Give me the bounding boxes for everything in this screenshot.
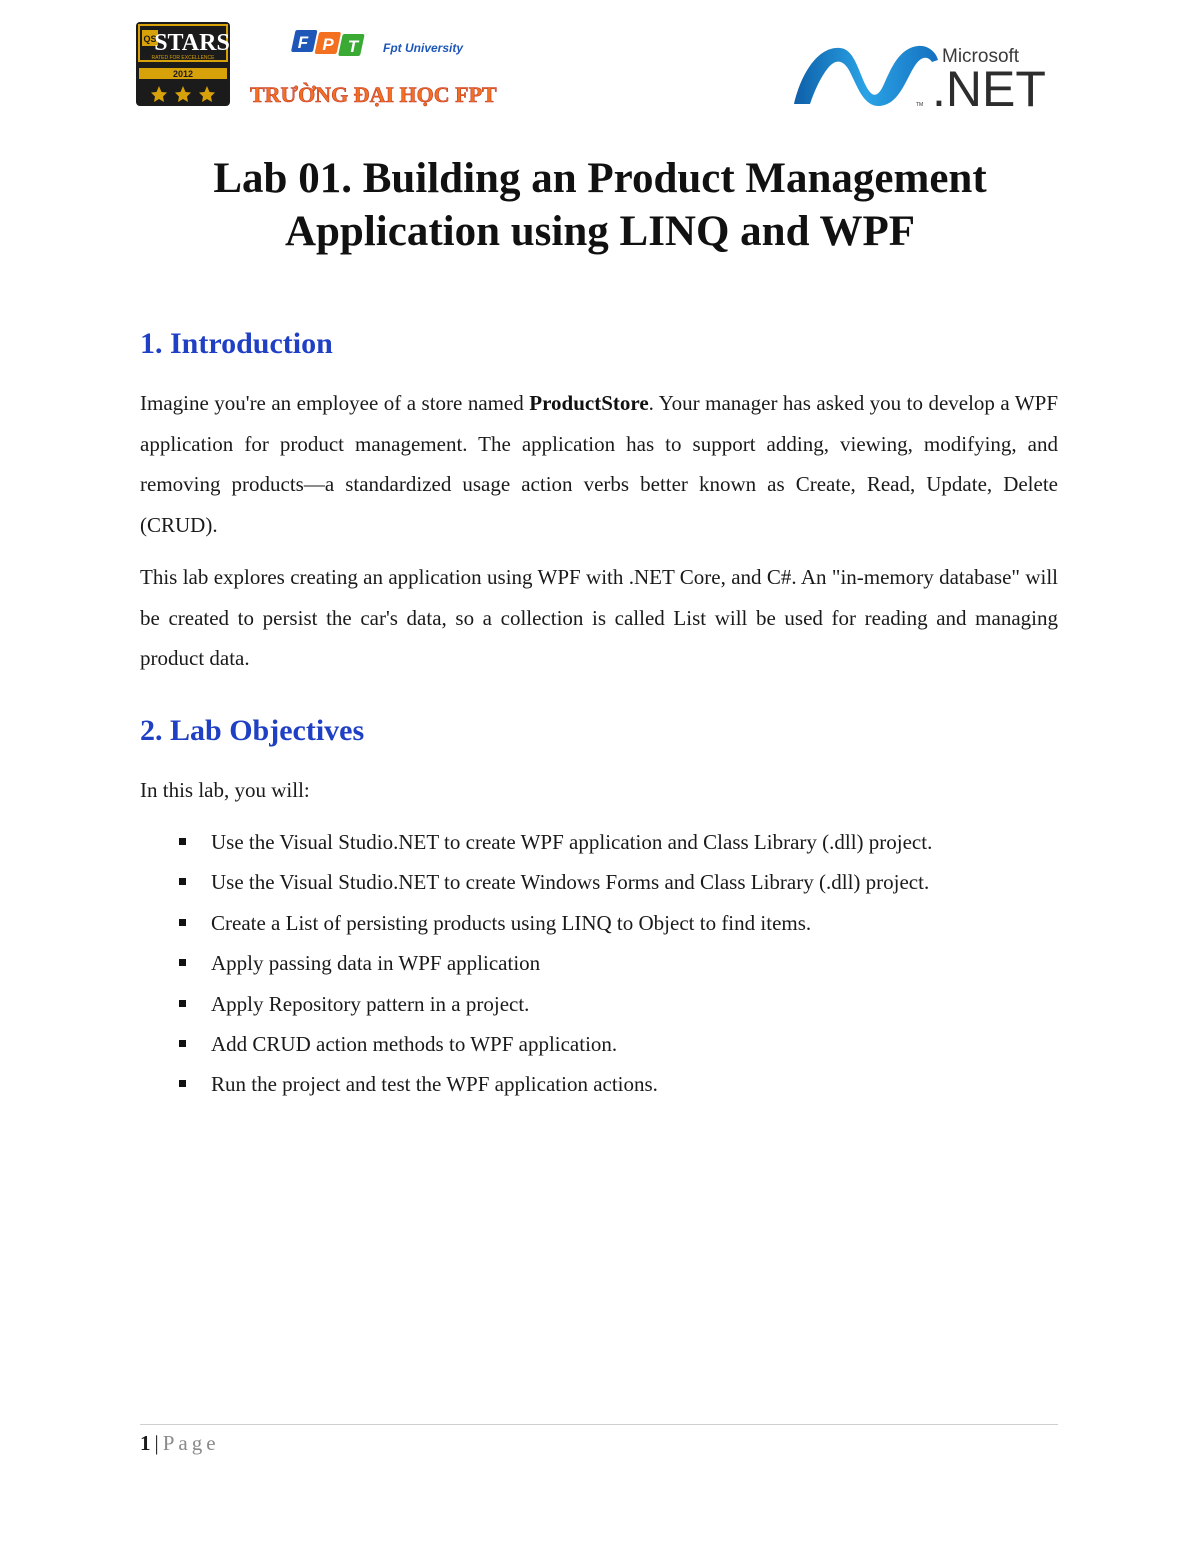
objective-item	[140, 822, 1058, 862]
introduction-p1-lead: Imagine you're an employee of a store named	[140, 391, 530, 415]
stars-sub-text: RATED FOR EXCELLENCE	[151, 55, 215, 61]
stars-year: 2012	[172, 69, 194, 79]
objective-item	[140, 943, 1058, 983]
objective-text: Use the Visual Studio.NET to create WPF application and Class Library (.dll) project.	[211, 830, 933, 854]
introduction-p1-rest: . Your manager has asked you to develop a WPF application for product management. The application has to support adding, viewing, modifying, and removing products—a standardized usage action verbs better known as Create, Read, Update, Delete (CRUD).	[140, 391, 1059, 537]
footer-divider	[140, 1424, 1058, 1425]
stars-main-text: STARS	[154, 30, 230, 56]
fpt-letter-t: T	[347, 37, 359, 56]
objectives-intro: In this lab, you will:	[140, 778, 310, 802]
document-title-line-1: Lab 01. Building an Product Management	[213, 155, 987, 202]
lab-objectives-heading: 2. Lab Objectives	[140, 714, 365, 747]
fpt-letter-p: P	[322, 35, 334, 54]
objective-text: Add CRUD action methods to WPF application.	[211, 1032, 618, 1057]
product-store-name: ProductStore	[529, 391, 649, 415]
objective-item	[140, 984, 1058, 1024]
page-number: 1	[140, 1431, 151, 1455]
document-title-line-2: Application using LINQ and WPF	[284, 208, 916, 255]
objective-text: Use the Visual Studio.NET to create Windows Forms and Class Library (.dll) project.	[211, 870, 930, 895]
objective-text: Apply passing data in WPF application	[211, 951, 541, 976]
objective-text: Apply Repository pattern in a project.	[211, 991, 530, 1016]
objective-text: Run the project and test the WPF application actions.	[211, 1072, 658, 1097]
square-bullet-icon	[179, 919, 186, 926]
fpt-university-name: TRƯỜNG ĐẠI HỌC FPT	[250, 82, 497, 107]
square-bullet-icon	[179, 959, 186, 966]
fpt-letter-f: F	[297, 33, 309, 52]
square-bullet-icon	[179, 838, 186, 845]
fpt-tagline: Fpt University	[383, 41, 464, 55]
introduction-heading: 1. Introduction	[140, 327, 333, 360]
dotnet-wave-icon	[794, 46, 938, 106]
qs-stars-logo	[136, 22, 230, 106]
objective-item	[140, 903, 1058, 943]
footer-separator: |	[154, 1431, 159, 1455]
dotnet-trademark: TM	[916, 102, 924, 108]
dotnet-product: .NET	[932, 61, 1046, 117]
square-bullet-icon	[179, 1040, 186, 1047]
square-bullet-icon	[179, 878, 186, 885]
fpt-mark	[291, 30, 365, 56]
objective-item	[140, 862, 1058, 902]
introduction-paragraph-2: This lab explores creating an application using WPF with .NET Core, and C#. An "in-memory database" will be created to persist the car's data, so a collection is called List will be used for reading and managing product data.	[140, 565, 1058, 670]
objective-text: Create a List of persisting products using LINQ to Object to find items.	[211, 910, 812, 935]
page-label: Page	[162, 1431, 220, 1455]
objectives-list	[140, 822, 1058, 1105]
fpt-university-logo	[248, 28, 497, 114]
objective-item	[140, 1064, 1058, 1104]
document-title	[100, 152, 1100, 258]
page-footer	[140, 1429, 220, 1457]
square-bullet-icon	[179, 1080, 186, 1087]
objective-item	[140, 1024, 1058, 1064]
square-bullet-icon	[179, 1000, 186, 1007]
stars-badge-text: QS	[143, 34, 157, 44]
dotnet-vendor: Microsoft	[942, 46, 1020, 67]
microsoft-dotnet-logo	[792, 40, 1052, 117]
introduction-paragraph-1	[140, 383, 1058, 545]
